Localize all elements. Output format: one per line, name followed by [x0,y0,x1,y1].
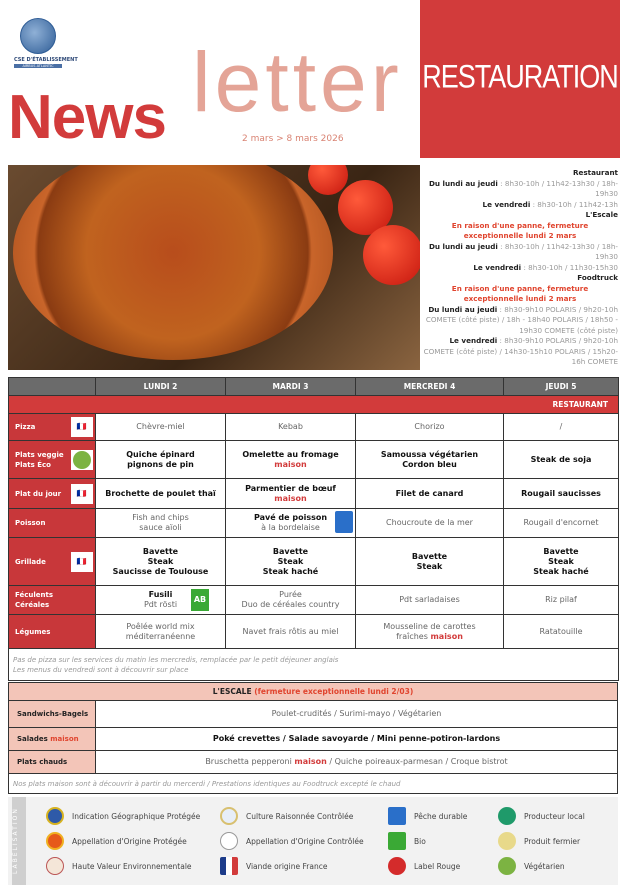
date-range: 2 mars > 8 mars 2026 [242,134,344,144]
table-row: Pizza 🇫🇷 Chèvre-miel Kebab Chorizo / [9,414,619,441]
vegetarien-label: Végétarien [498,855,565,877]
cse-logo [14,18,78,68]
logo-text: CSE D'ÉTABLISSEMENT [14,57,78,63]
peche-durable-icon [335,511,353,533]
table-row: Légumes Poêlée world mix méditerranéenne Navet frais rôtis au miel Mousseline de carottes fraîches maison Ratatouille [9,615,619,649]
day-header: MARDI 3 [226,378,356,396]
legend-title: LABÉLISATION [12,797,26,885]
day-header: MERCREDI 4 [356,378,504,396]
viande-france-icon: 🇫🇷 [71,417,93,437]
table-row: Féculents Céréales Fusili Pdt rösti AB Purée Duo de céréales country Pdt sarladaises Riz pilaf [9,586,619,615]
bio-icon: AB [191,589,209,611]
aop-label: Appellation d'Origine Protégée [46,830,187,852]
title-bold: News [8,83,166,152]
viande-france-label: Viande origine France [220,855,327,877]
globe-icon [20,18,56,54]
table-row: Plats chauds Bruschetta pepperoni maison / Quiche poireaux-parmesan / Croque bistrot [9,751,618,774]
table-row: Grillade 🇫🇷 Bavette Steak Saucisse de Toulouse Bavette Steak Steak haché Bavette Steak Bavette Steak Steak haché [9,538,619,586]
escale-note: Nos plats maison sont à découvrir à partir du mercerdi / Prestations identiques au Foodtruck excepté le chaud [9,774,618,794]
crc-label: Culture Raisonnée Contrôlée [220,805,353,827]
menu-notes: Pas de pizza sur les services du matin les mercredis, remplacée par le petit déjeuner anglais Les menus du vendredi sont à découvrir sur place [9,649,619,681]
foodtruck-closure-warning: En raison d'une panne, fermeture exceptionnelle lundi 2 mars [451,283,589,303]
labels-legend [8,797,618,885]
section-banner [420,0,620,158]
producteur-local-label: Producteur local [498,805,585,827]
viande-france-icon: 🇫🇷 [71,552,93,572]
bio-label: Bio [388,830,426,852]
section-header: RESTAURANT [9,396,619,414]
peche-durable-label: Pêche durable [388,805,467,827]
ratatouille-photo [8,165,420,370]
day-header: LUNDI 2 [96,378,226,396]
vegetarien-icon [71,450,93,470]
escale-menu-table [8,682,618,794]
table-row: Poisson Fish and chips sauce aïoli Pavé de poisson à la bordelaise Choucroute de la mer Rougail d'encornet [9,509,619,538]
table-row: Plats veggie Plats Éco Quiche épinard pignons de pin Omelette au fromage maison Samoussa végétarien Cordon bleu Steak de soja [9,441,619,479]
aoc-label: Appellation d'Origine Contrôlée [220,830,364,852]
day-header: JEUDI 5 [504,378,619,396]
table-row: Sandwichs-Bagels Poulet-crudités / Surimi-mayo / Végétarien [9,701,618,728]
viande-france-icon: 🇫🇷 [71,484,93,504]
title-light: letter [192,35,403,129]
label-rouge-label: Label Rouge [388,855,460,877]
hve-label: Haute Valeur Environnementale [46,855,192,877]
escale-header: L'ESCALE (fermeture exceptionnelle lundi 2/03) [9,683,618,701]
produit-fermier-label: Produit fermier [498,830,580,852]
igp-label: Indication Géographique Protégée [46,805,200,827]
opening-hours: Restaurant Du lundi au jeudi : 8h30-10h / 11h42-13h30 / 18h-19h30 Le vendredi : 8h30-10h / 11h42-13h L'Escale En raison d'une panne, fermeture exceptionnelle lundi 2 mars Du lundi au jeudi : 8h30-10h / 11h42-13h30 / 18h-19h30 Le vendredi : 8h30-10h / 11h30-15h30 Foodtruck En raison d'une panne, fermeture exceptionnelle lundi 2 mars Du lundi au jeudi : 8h30-9h10 POLARIS / 9h20-10h COMETE (côté piste) / 18h - 18h40 POLARIS / 18h50 - 19h30 COMETE (côté piste) Le vendredi : 8h30-9h10 POLARIS / 9h20-10h COMETE (côté piste) / 14h30-15h10 POLARIS / 15h20-16h COMETE [423,168,618,366]
restaurant-menu-table [8,377,619,681]
table-row: Salades maison Poké crevettes / Salade savoyarde / Mini penne-potiron-lardons [9,728,618,751]
table-row: Plat du jour 🇫🇷 Brochette de poulet thaï Parmentier de bœuf maison Filet de canard Rougail saucisses [9,479,619,509]
logo-subtext: AIRBUS ATLANTIC [14,64,62,68]
corner [9,378,96,396]
section-title: RESTAURATION [422,58,618,95]
escale-closure-warning: En raison d'une panne, fermeture exceptionnelle lundi 2 mars [451,220,589,240]
